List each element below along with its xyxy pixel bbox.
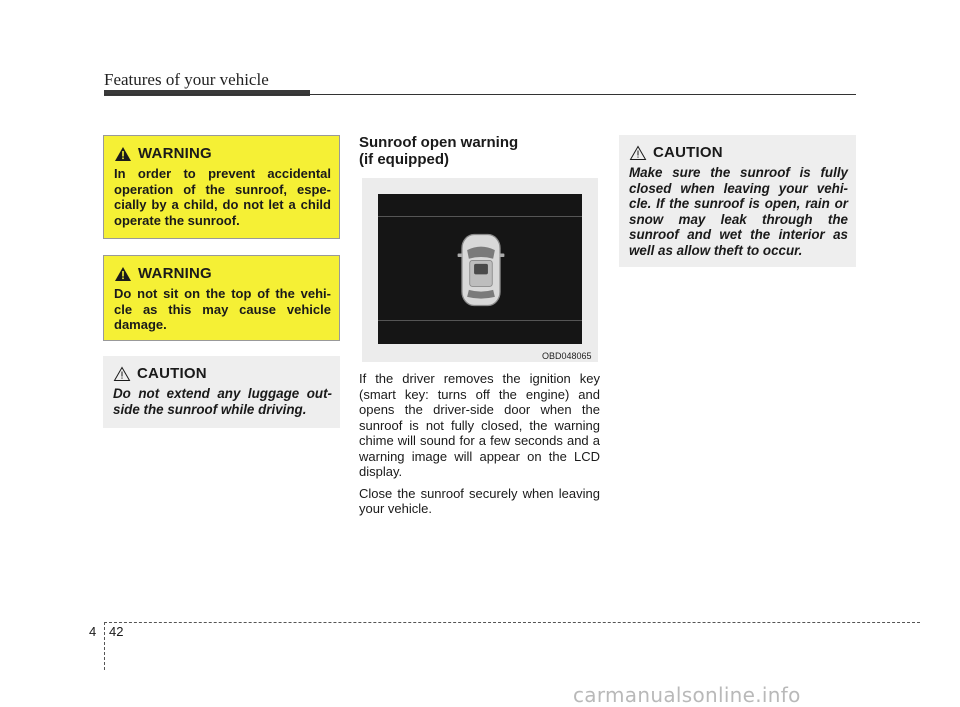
- warning-triangle-icon: [114, 146, 132, 162]
- warning-triangle-icon: [114, 266, 132, 282]
- page-header-title: Features of your vehicle: [104, 70, 269, 89]
- warning-heading: [114, 145, 331, 162]
- section-title-line-1: Sunroof open warning: [359, 134, 519, 151]
- warning-title: WARNING: [138, 265, 212, 282]
- lcd-display-figure: [362, 178, 598, 362]
- figure-code: OBD048065: [542, 351, 592, 361]
- watermark: carmanualsonline.info: [573, 683, 801, 707]
- lcd-screen: [378, 194, 582, 344]
- caution-title: CAUTION: [137, 365, 207, 382]
- warning-text: Do not sit on the top of the vehi-cle as this may cause vehicle damage.: [114, 286, 331, 332]
- body-text: [359, 371, 600, 523]
- chapter-number: 4: [89, 624, 97, 639]
- screen-divider-top: [378, 216, 582, 217]
- caution-text: Make sure the sunroof is fully closed when leaving your vehi-cle. If the sunroof is open, rain or snow may leak through the sunroof and wet the interior as well as allow theft to occur.: [629, 165, 848, 258]
- caution-box-luggage: [103, 356, 340, 428]
- warning-box-child-operation: [103, 135, 340, 239]
- section-title: [359, 134, 609, 168]
- warning-heading: [114, 265, 331, 282]
- screen-divider-bottom: [378, 320, 582, 321]
- caution-text: Do not extend any luggage out-side the sunroof while driving.: [113, 386, 332, 417]
- caution-box-sunroof-closed: [619, 135, 856, 267]
- caution-triangle-icon: [113, 366, 131, 382]
- caution-title: CAUTION: [653, 144, 723, 161]
- warning-text: In order to prevent accidental operation of the sunroof, espe-cially by a child, do not let a child operate the sunroof.: [114, 166, 331, 228]
- header-accent-bar: [104, 90, 310, 96]
- body-paragraph: Close the sunroof securely when leaving your vehicle.: [359, 485, 600, 516]
- footer-rule: [104, 622, 920, 623]
- body-paragraph: If the driver removes the ignition key (smart key: turns off the engine) and opens the driver-side door when the sunroof is not fully closed, the warning chime will sound for a few seconds and a warning image will appear on the LCD display.: [359, 371, 600, 479]
- car-top-view-icon: [455, 231, 507, 309]
- page-number: 42: [109, 624, 124, 639]
- section-title-line-2: (if equipped): [359, 151, 449, 168]
- footer-vertical-rule: [104, 622, 105, 670]
- caution-heading: [629, 144, 848, 161]
- header-rule: [104, 94, 856, 95]
- caution-triangle-icon: [629, 145, 647, 161]
- warning-title: WARNING: [138, 145, 212, 162]
- caution-heading: [113, 365, 332, 382]
- warning-box-sit-on-top: [103, 255, 340, 341]
